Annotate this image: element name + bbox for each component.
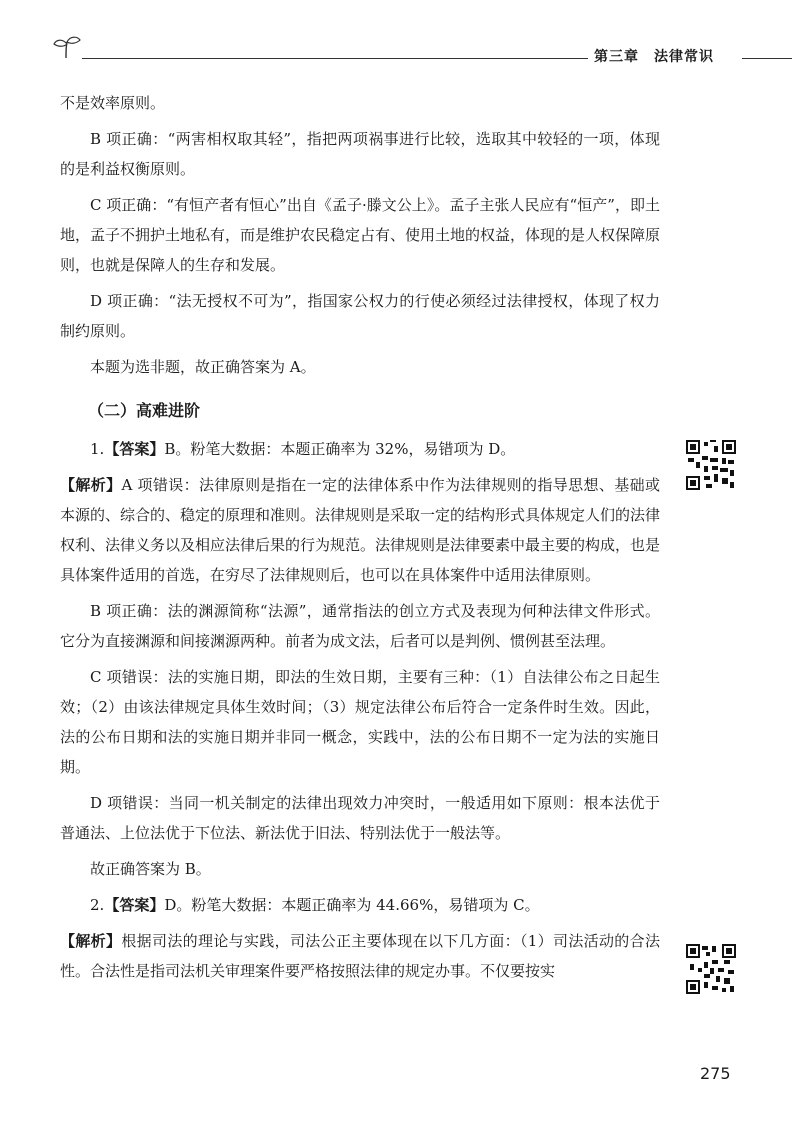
q2-answer-tag: 【答案】 (104, 896, 165, 914)
q1-option-b: B 项正确：法的渊源简称“法源”，通常指法的创立方式及表现为何种法律文件形式。它分为直接渊源和间接渊源两种。前者为成文法，后者可以是判例、惯例甚至法理。 (60, 602, 660, 650)
paragraph-conclusion: 本题为选非题，故正确答案为 A。 (90, 358, 316, 376)
q1-option-d: D 项错误：当同一机关制定的法律出现效力冲突时，一般适用如下原则：根本法优于普通法、上位法优于下位法、新法优于旧法、特别法优于一般法等。 (60, 794, 660, 842)
q2-analysis-text: 根据司法的理论与实践，司法公正主要体现在以下几方面：（1）司法活动的合法性。合法性是指司法机关审理案件要严格按照法律的规定办事。不仅要按实 (60, 932, 660, 980)
q1-answer-tag: 【答案】 (104, 440, 165, 458)
q1-answer (60, 434, 660, 464)
q1-analysis-tag: 【解析】 (60, 476, 122, 494)
qr-code-icon[interactable] (686, 440, 736, 490)
page-header (0, 0, 800, 80)
q2-analysis-tag: 【解析】 (60, 932, 122, 950)
header-rule-left (82, 58, 588, 59)
page-body (60, 88, 660, 992)
section-heading: （二）高难进阶 (88, 401, 201, 420)
q1-analysis-a: A 项错误：法律原则是指在一定的法律体系中作为法律规则的指导思想、基础或本源的、综合的、稳定的原理和准则。法律规则是采取一定的结构形式具体规定人们的法律权利、法律义务以及相应法律后果的行为规范。法律规则是法律要素中最主要的构成，也是具体案件适用的首选，在穷尽了法律规则后，也可以在具体案件中适用法律原则。 (60, 476, 661, 584)
sprout-logo-icon (52, 34, 82, 64)
paragraph-option-b: B 项正确：“两害相权取其轻”，指把两项祸事进行比较，选取其中较轻的一项，体现的是利益权衡原则。 (60, 130, 660, 178)
q2-answer-text: D。粉笔大数据：本题正确率为 44.66%，易错项为 C。 (164, 896, 540, 914)
qr-code-icon[interactable] (686, 944, 736, 994)
q1-analysis (60, 470, 660, 590)
q1-option-c: C 项错误：法的实施日期，即法的生效日期，主要有三种：（1）自法律公布之日起生效；（2）由该法律规定具体生效时间；（3）规定法律公布后符合一定条件时生效。因此，法的公布日期和法的实施日期并非同一概念，实践中，法的公布日期不一定为法的实施日期。 (60, 668, 660, 776)
header-rule-right (742, 58, 792, 59)
q1-number: 1. (90, 440, 105, 458)
paragraph-option-c: C 项正确：“有恒产者有恒心”出自《孟子·滕文公上》。孟子主张人民应有“恒产”，即土地，孟子不拥护土地私有，而是维护农民稳定占有、使用土地的权益，体现的是人权保障原则，也就是保障人的生存和发展。 (60, 196, 661, 274)
chapter-title: 第三章 法律常识 (594, 49, 714, 65)
q2-answer (60, 890, 660, 920)
paragraph-option-d: D 项正确：“法无授权不可为”，指国家公权力的行使必须经过法律授权，体现了权力制约原则。 (60, 292, 660, 340)
q1-answer-text: B。粉笔大数据：本题正确率为 32%，易错项为 D。 (164, 440, 516, 458)
page-number: 275 (700, 1064, 731, 1083)
q2-number: 2. (90, 896, 105, 914)
q1-conclusion: 故正确答案为 B。 (90, 860, 211, 878)
paragraph-continuation: 不是效率原则。 (60, 94, 166, 112)
q2-analysis (60, 926, 660, 986)
